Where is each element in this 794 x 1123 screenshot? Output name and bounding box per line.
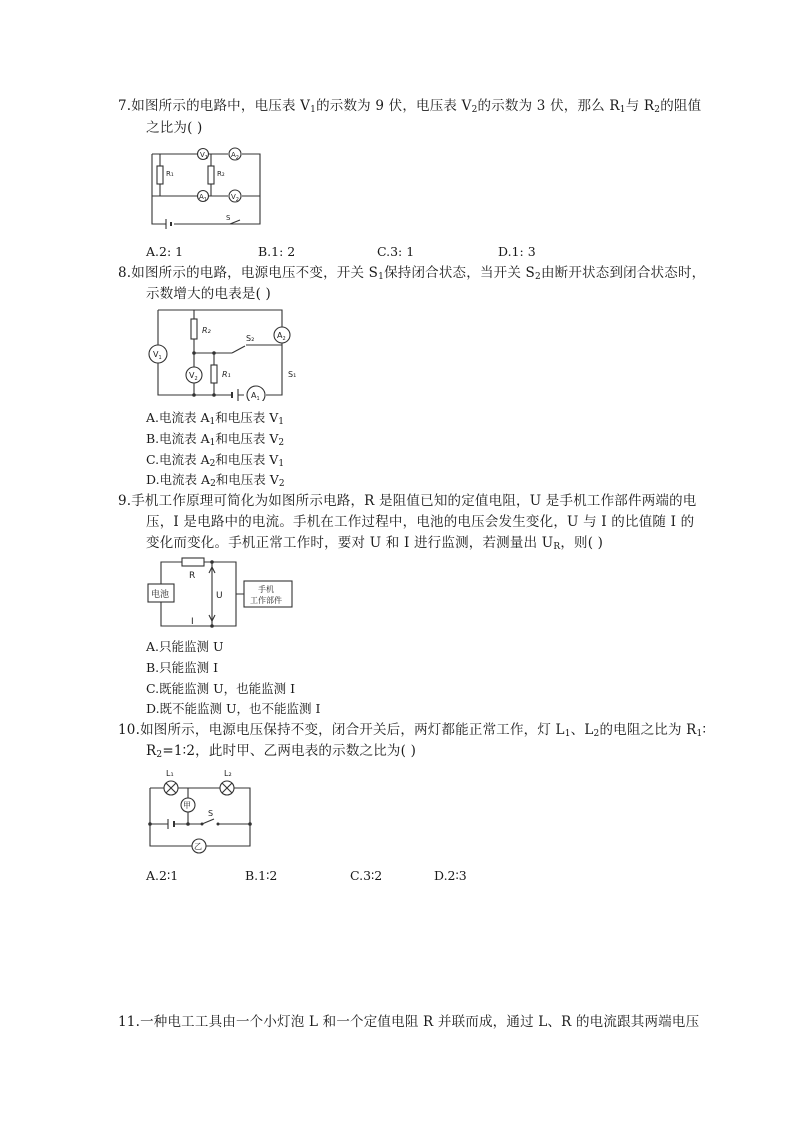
q10-l1-label: L₁ — [166, 769, 174, 778]
q7-option-b[interactable]: B.1: 2 — [258, 244, 296, 259]
q10-option-b[interactable]: B.1∶2 — [245, 868, 278, 883]
q8-line2: 示数增大的电表是( ) — [146, 286, 272, 302]
q10-switch-label: S — [208, 809, 214, 818]
q9-line3: 变化而变化。手机正常工作时，要对 U 和 I 进行监测，若测量出 $U_R$，则( ) — [146, 535, 604, 552]
q8-s1-label: S₁ — [288, 370, 297, 379]
q9-device-label-1: 手机 — [258, 585, 274, 594]
q8-option-a[interactable]: A.电流表 $A_1$和电压表 $V_1$ — [146, 410, 284, 427]
q7-a1-label: $A_1$ — [199, 193, 207, 203]
q9-circuit-diagram — [146, 554, 298, 636]
q9-option-d[interactable]: D.既不能监测 U，也不能监测 I — [146, 701, 321, 716]
q9-option-c[interactable]: C.既能监测 U，也能监测 I — [146, 681, 296, 696]
q9-u-label: U — [216, 591, 223, 601]
q10-jia-label: 甲 — [183, 801, 191, 810]
q7-v2-label: $V_2$ — [231, 193, 239, 203]
q9-i-label: I — [191, 617, 194, 627]
q8-r2-label: R₂ — [202, 326, 211, 335]
q8-option-c[interactable]: C.电流表 $A_2$和电压表 $V_1$ — [146, 452, 285, 469]
q7-option-a[interactable]: A.2: 1 — [146, 244, 184, 259]
q7-r1-label: R₁ — [166, 170, 174, 178]
q8-v2-label: $V_2$ — [189, 371, 198, 382]
q7-circuit-diagram — [146, 140, 266, 232]
q7-line2: 之比为( ) — [146, 120, 203, 136]
q11-line1: 11.一种电工工具由一个小灯泡 L 和一个定值电阻 R 并联而成，通过 L、R 的电流跟其两端电压 — [118, 1014, 700, 1030]
q9-device-label-2: 工作部件 — [250, 596, 282, 605]
q8-option-d[interactable]: D.电流表 $A_2$和电压表 $V_2$ — [146, 472, 285, 489]
q10-line2: $R_2=1∶2$，此时甲、乙两电表的示数之比为( ) — [146, 743, 417, 760]
q10-line1: 10.如图所示，电源电压保持不变，闭合开关后，两灯都能正常工作，灯 $L_1$、$L_2$的电阻之比为 $R_1∶$ — [118, 722, 707, 739]
q8-circuit-diagram — [146, 305, 298, 401]
q7-line1: 7.如图所示的电路中，电压表 $V_1$的示数为 9 伏，电压表 $V_2$的示数为 3 伏，那么 $R_1$与 $R_2$的阻值 — [118, 98, 702, 115]
q8-r1-label: R₁ — [222, 370, 231, 379]
q8-v1-label: $V_1$ — [153, 350, 162, 361]
q8-a2-label: $A_2$ — [277, 331, 286, 342]
q10-yi-label: 乙 — [194, 842, 202, 851]
q8-option-b[interactable]: B.电流表 $A_1$和电压表 $V_2$ — [146, 431, 285, 448]
q9-r-label: R — [189, 571, 196, 581]
q8-line1: 8.如图所示的电路，电源电压不变，开关 $S_1$保持闭合状态，当开关 $S_2$由断开状态到闭合状态时， — [118, 265, 706, 282]
q7-option-d[interactable]: D.1: 3 — [498, 244, 536, 259]
q10-l2-label: L₂ — [224, 769, 232, 778]
q9-line2: 压，I 是电路中的电流。手机在工作过程中，电池的电压会发生变化，U 与 I 的比值随 I 的 — [146, 514, 695, 530]
q7-v1-label: $V_1$ — [200, 151, 208, 161]
q8-a1-label: $A_1$ — [251, 391, 260, 401]
q7-a2-label: $A_2$ — [231, 151, 239, 161]
q9-line1: 9.手机工作原理可简化为如图所示电路，R 是阻值已知的定值电阻，U 是手机工作部件两端的电 — [118, 493, 697, 509]
q8-s2-label: S₂ — [246, 334, 255, 343]
q7-r2-label: R₂ — [217, 170, 225, 178]
q10-circuit-diagram — [146, 764, 256, 858]
q7-option-c[interactable]: C.3: 1 — [377, 244, 415, 259]
q9-battery-label: 电池 — [151, 590, 170, 600]
q9-option-a[interactable]: A.只能监测 U — [146, 639, 224, 654]
q10-option-a[interactable]: A.2∶1 — [146, 868, 179, 883]
q9-option-b[interactable]: B.只能监测 I — [146, 660, 219, 675]
q7-switch-label: S — [226, 214, 231, 222]
q10-option-c[interactable]: C.3∶2 — [350, 868, 383, 883]
q10-option-d[interactable]: D.2∶3 — [434, 868, 467, 883]
